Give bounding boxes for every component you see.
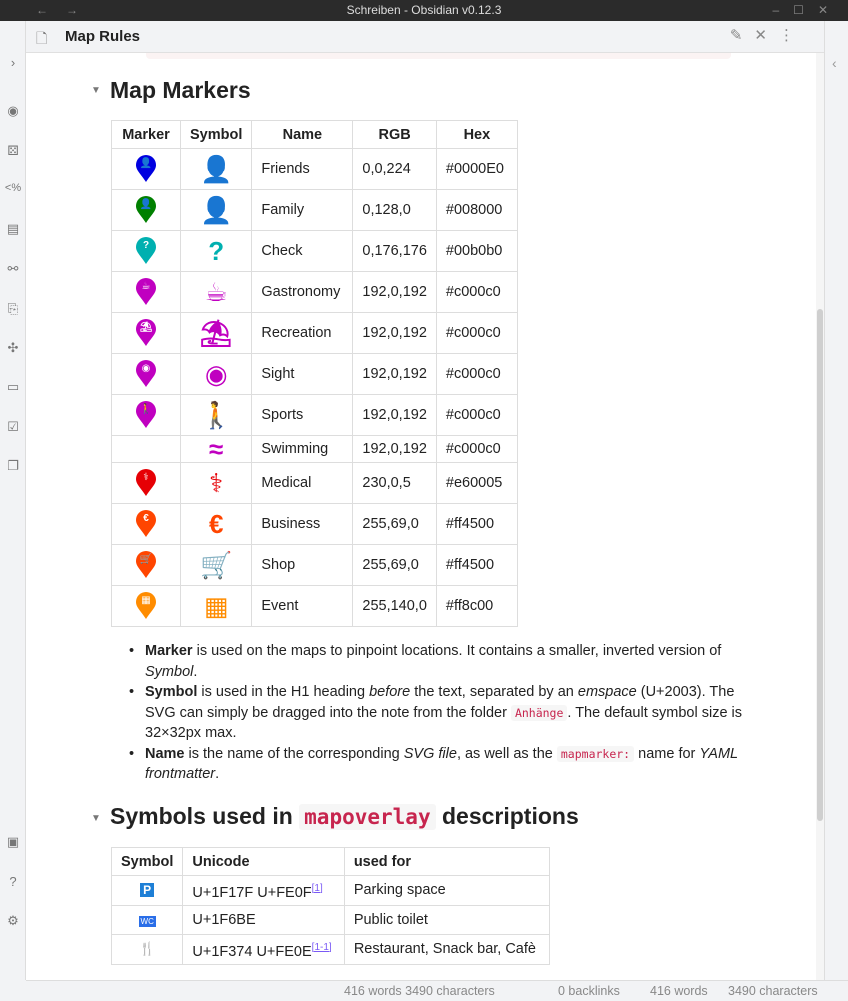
table-row: [112, 504, 518, 545]
hex-cell: #008000: [436, 190, 517, 231]
hex-cell: #e60005: [436, 463, 517, 504]
note-content: [26, 53, 816, 980]
rgb-cell: 192,0,192: [353, 354, 437, 395]
window-title: Schreiben - Obsidian v0.12.3: [346, 3, 502, 17]
right-sidebar: [824, 21, 848, 980]
embed-edge: [146, 53, 731, 59]
name-cell: Sight: [252, 354, 353, 395]
map-marker-icon: 👤: [135, 196, 157, 224]
fold-icon[interactable]: ▼: [91, 85, 101, 96]
rgb-cell: 0,128,0: [353, 190, 437, 231]
hex-cell: #c000c0: [436, 436, 517, 463]
table-row: [112, 876, 550, 906]
marker-cell: [112, 313, 181, 354]
map-marker-icon: €: [135, 510, 157, 538]
scrollbar-thumb[interactable]: [817, 309, 823, 821]
status-bar: [26, 980, 848, 1000]
heading-symbols: Symbols used in mapoverlay descriptions: [110, 803, 579, 829]
column-header: Symbol: [112, 848, 183, 876]
document-icon: 🗋: [36, 30, 48, 46]
hex-cell: #c000c0: [436, 395, 517, 436]
cards-icon[interactable]: ▭: [6, 379, 20, 394]
list-item: • Marker is used on the maps to pinpoint locations. It contains a smaller, inverted version of Symbol.: [145, 641, 745, 682]
map-marker-icon: ▦: [135, 592, 157, 620]
recreation-symbol-icon: ⛱: [199, 318, 233, 348]
map-marker-icon: ?: [135, 237, 157, 265]
folder-code: Anhänge: [511, 705, 567, 721]
business-symbol-icon: €: [208, 509, 224, 539]
name-cell: Friends: [252, 149, 353, 190]
map-marker-icon: ☕: [135, 278, 157, 306]
rgb-cell: 255,69,0: [353, 545, 437, 586]
name-cell: Event: [252, 586, 353, 627]
medical-symbol-icon: ⚕: [209, 468, 224, 498]
symbol-icon: P: [140, 883, 154, 897]
table-icon[interactable]: ▤: [6, 221, 20, 236]
column-header: Hex: [436, 121, 517, 149]
name-cell: Family: [252, 190, 353, 231]
list-item: • Name is the name of the corresponding SVG file, as well as the mapmarker: name for YAML frontmatter.: [145, 744, 745, 785]
rgb-cell: 0,176,176: [353, 231, 437, 272]
footnote-link[interactable]: [1]: [311, 882, 323, 894]
rgb-cell: 255,69,0: [353, 504, 437, 545]
rgb-cell: 192,0,192: [353, 395, 437, 436]
sight-symbol-icon: ◉: [204, 359, 228, 389]
hex-cell: #c000c0: [436, 313, 517, 354]
rgb-cell: 192,0,192: [353, 272, 437, 313]
forward-button[interactable]: →: [66, 3, 96, 17]
note-header: [26, 21, 824, 53]
map-marker-icon: ⛱: [135, 319, 157, 347]
network-icon[interactable]: ✣: [7, 340, 19, 355]
symbol-cell: [181, 395, 252, 436]
map-marker-icon: 🛒: [135, 551, 157, 579]
column-header: Unicode: [183, 848, 344, 876]
word-count: 416 words: [650, 984, 708, 998]
swimming-symbol-icon: ≈: [209, 434, 224, 464]
name-cell: Recreation: [252, 313, 353, 354]
left-ribbon: [0, 21, 26, 980]
marker-cell: [112, 504, 181, 545]
vault-icon[interactable]: ▣: [6, 834, 20, 849]
symbol-cell: [112, 876, 183, 906]
more-options-icon[interactable]: ⋮: [779, 27, 806, 44]
check-symbol-icon: ?: [208, 236, 225, 266]
event-symbol-icon: ▦: [203, 591, 229, 621]
expand-sidebar-icon[interactable]: ›: [10, 55, 16, 70]
scrollbar[interactable]: [816, 53, 824, 980]
marker-cell: [112, 231, 181, 272]
symbol-cell: [181, 463, 252, 504]
edit-icon[interactable]: ✎: [729, 27, 755, 44]
unicode-cell: U+1F374 U+FE0E[1-1]: [183, 935, 344, 965]
symbol-cell: [181, 149, 252, 190]
back-button[interactable]: ←: [36, 3, 66, 17]
map-marker-icon: 👤: [135, 155, 157, 183]
marker-cell: [112, 190, 181, 231]
table-row: [112, 313, 518, 354]
marker-cell: [112, 436, 181, 463]
hex-cell: #ff4500: [436, 545, 517, 586]
table-row: [112, 190, 518, 231]
use-cell: Public toilet: [344, 905, 549, 935]
list-item: • Symbol is used in the H1 heading before the text, separated by an emspace (U+2003). The SVG can simply be dragged into the note from the folder Anhänge . The default symbol size is 32×32px max.: [145, 682, 745, 744]
rgb-cell: 230,0,5: [353, 463, 437, 504]
hex-cell: #ff8c00: [436, 586, 517, 627]
rgb-cell: 255,140,0: [353, 586, 437, 627]
table-row: [112, 935, 550, 965]
map-marker-icon: ⚕: [135, 469, 157, 497]
symbol-icon: WC: [140, 916, 154, 926]
name-cell: Check: [252, 231, 353, 272]
table-row: [112, 395, 518, 436]
hex-cell: #ff4500: [436, 504, 517, 545]
symbol-cell: [181, 436, 252, 463]
link-icon[interactable]: ⚯: [7, 261, 19, 276]
random-note-icon[interactable]: ⚄: [7, 143, 19, 158]
map-marker-icon: ◉: [135, 360, 157, 388]
symbol-cell: [181, 504, 252, 545]
column-header: RGB: [353, 121, 437, 149]
name-cell: Shop: [252, 545, 353, 586]
calendar-icon[interactable]: ☑: [7, 419, 19, 434]
hex-cell: #0000E0: [436, 149, 517, 190]
table-row: [112, 463, 518, 504]
table-row: [112, 231, 518, 272]
use-cell: Parking space: [344, 876, 549, 906]
marker-cell: [112, 395, 181, 436]
column-header: Name: [252, 121, 353, 149]
symbol-cell: [181, 545, 252, 586]
symbol-icon: 🍴: [139, 941, 156, 957]
symbol-cell: [181, 354, 252, 395]
maximize-button[interactable]: ☐: [793, 3, 818, 17]
templater-icon[interactable]: <%: [4, 182, 22, 194]
symbol-cell: [181, 272, 252, 313]
rgb-cell: 0,0,224: [353, 149, 437, 190]
symbol-cell: [112, 905, 183, 935]
map-marker-icon: 🚶: [135, 401, 157, 429]
family-symbol-icon: 👤: [200, 195, 233, 225]
marker-cell: [112, 463, 181, 504]
bullet-list: [145, 641, 745, 785]
collapse-right-icon[interactable]: ‹: [832, 55, 837, 71]
name-cell: Business: [252, 504, 353, 545]
backlinks-count[interactable]: 0 backlinks: [558, 984, 620, 998]
table-row: [112, 545, 518, 586]
name-cell: Swimming: [252, 436, 353, 463]
minimize-button[interactable]: –: [772, 3, 794, 17]
table-row: [112, 272, 518, 313]
hex-cell: #00b0b0: [436, 231, 517, 272]
marker-cell: [112, 272, 181, 313]
use-cell: Restaurant, Snack bar, Cafè: [344, 935, 549, 965]
friends-symbol-icon: 👤: [200, 154, 233, 184]
name-cell: Gastronomy: [252, 272, 353, 313]
marker-cell: [112, 354, 181, 395]
fold-icon[interactable]: ▼: [91, 813, 101, 824]
symbol-cell: [112, 935, 183, 965]
close-window-button[interactable]: ✕: [817, 3, 842, 17]
name-cell: Sports: [252, 395, 353, 436]
rgb-cell: 192,0,192: [353, 436, 437, 463]
sports-symbol-icon: 🚶: [200, 400, 233, 430]
table-row: [112, 436, 518, 463]
gastronomy-symbol-icon: ☕: [204, 277, 228, 307]
note-title: Map Rules: [65, 28, 141, 45]
pages-icon[interactable]: ❐: [7, 458, 19, 473]
settings-icon[interactable]: ⚙: [7, 913, 19, 928]
unicode-cell: U+1F6BE: [183, 905, 344, 935]
graph-icon[interactable]: ◉: [7, 103, 19, 118]
unicode-cell: U+1F17F U+FE0F[1]: [183, 876, 344, 906]
table-row: [112, 354, 518, 395]
table-row: [112, 586, 518, 627]
symbol-cell: [181, 190, 252, 231]
column-header: Symbol: [181, 121, 252, 149]
markers-table: [111, 120, 518, 627]
word-count-left: 416 words 3490 characters: [344, 984, 495, 998]
rgb-cell: 192,0,192: [353, 313, 437, 354]
heading-map-markers: Map Markers: [110, 77, 251, 103]
close-note-icon[interactable]: ✕: [754, 27, 779, 44]
marker-cell: [112, 149, 181, 190]
table-row: [112, 905, 550, 935]
marker-cell: [112, 545, 181, 586]
symbol-cell: [181, 231, 252, 272]
symbol-cell: [181, 586, 252, 627]
symbol-cell: [181, 313, 252, 354]
shop-symbol-icon: 🛒: [200, 550, 233, 580]
name-cell: Medical: [252, 463, 353, 504]
title-bar: [0, 0, 848, 21]
import-icon[interactable]: ⎘: [7, 301, 19, 316]
footnote-link[interactable]: [1-1]: [311, 941, 332, 953]
symbols-table: [111, 847, 550, 965]
column-header: Marker: [112, 121, 181, 149]
hex-cell: #c000c0: [436, 272, 517, 313]
help-icon[interactable]: ?: [9, 874, 17, 889]
table-row: [112, 149, 518, 190]
hex-cell: #c000c0: [436, 354, 517, 395]
column-header: used for: [344, 848, 549, 876]
character-count: 3490 characters: [728, 984, 818, 998]
mapmarker-code: mapmarker:: [557, 746, 634, 762]
marker-cell: [112, 586, 181, 627]
